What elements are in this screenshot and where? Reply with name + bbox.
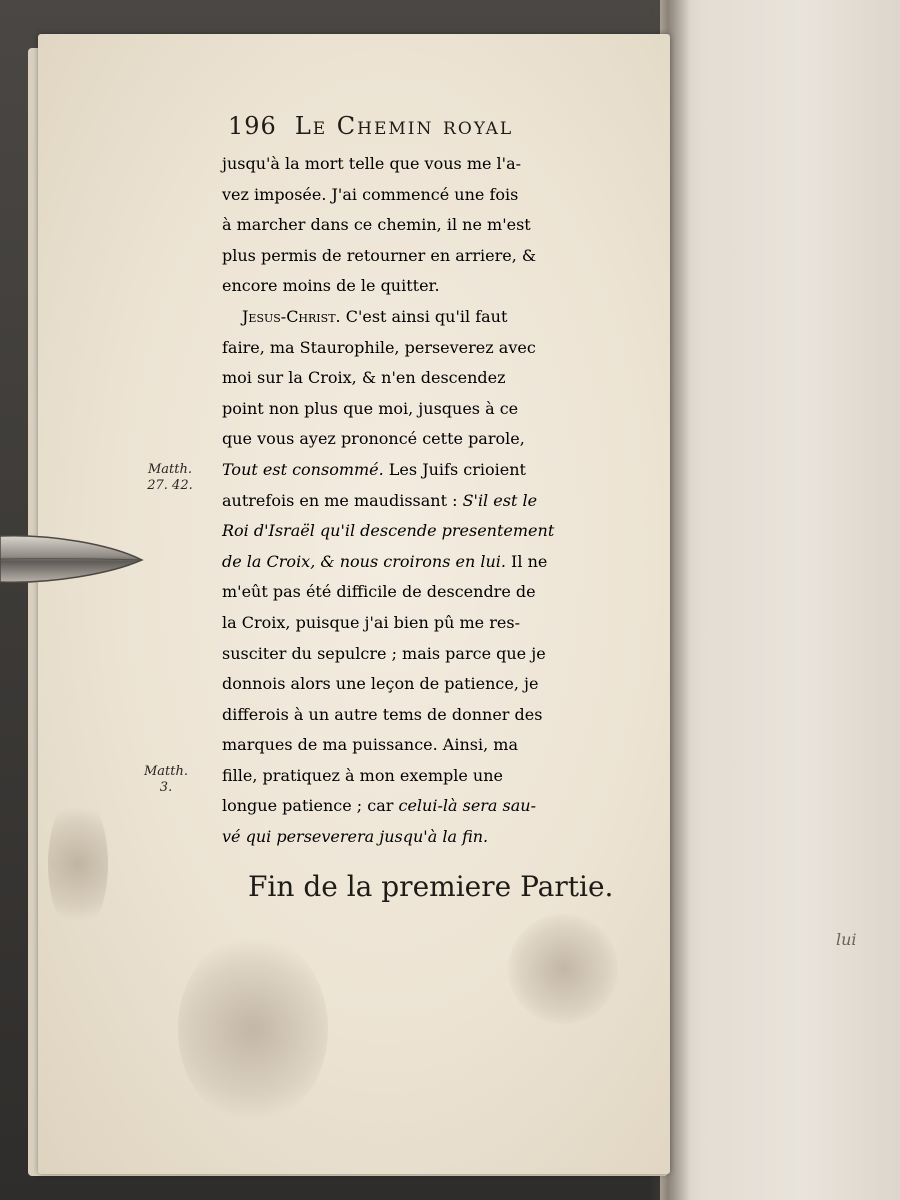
text-line: donnois alors une leçon de patience, je bbox=[222, 674, 539, 694]
margin-reference-verse: 3. bbox=[159, 780, 173, 795]
running-head bbox=[228, 112, 513, 140]
text-line: marques de ma puissance. Ainsi, ma bbox=[222, 735, 518, 755]
faint-bleed-text: lui bbox=[836, 930, 857, 949]
text-line bbox=[222, 491, 652, 522]
running-title: Le Chemin royal bbox=[294, 112, 514, 140]
text-line: differois à un autre tems de donner des bbox=[222, 704, 543, 724]
text-line: plus permis de retourner en arriere, & bbox=[222, 245, 537, 265]
italic-quote: Tout est consommé. bbox=[222, 459, 384, 479]
foxing-stain bbox=[178, 934, 328, 1124]
page-number: 196 bbox=[228, 112, 277, 140]
text-run: Il ne bbox=[505, 551, 548, 571]
section-closing: Fin de la premiere Partie. bbox=[248, 870, 614, 903]
foxing-stain bbox=[48, 794, 108, 934]
text-line: fille, pratiquez à mon exemple une bbox=[222, 765, 503, 785]
speaker-name: Jesus-Christ. bbox=[242, 306, 341, 326]
text-line bbox=[222, 307, 652, 338]
italic-quote: S'il est le bbox=[462, 490, 538, 510]
text-line bbox=[222, 552, 652, 583]
italic-quote: de la Croix, & nous croirons en lui. bbox=[222, 551, 506, 571]
italic-quote: celui-là sera sau- bbox=[398, 796, 537, 816]
text-line: m'eût pas été difficile de descendre de bbox=[222, 582, 536, 602]
text-line: encore moins de le quitter. bbox=[222, 276, 440, 296]
letter-opener-blade bbox=[0, 530, 145, 588]
foxing-stain bbox=[508, 914, 618, 1024]
text-line: à marcher dans ce chemin, il ne m'est bbox=[222, 215, 531, 235]
text-line bbox=[222, 460, 652, 491]
text-line: vé qui perseverera jusqu'à la fin. bbox=[222, 827, 489, 847]
page-text bbox=[222, 154, 652, 858]
margin-reference-book: Matth. bbox=[143, 764, 188, 779]
text-line bbox=[222, 796, 652, 827]
text-line: que vous ayez prononcé cette parole, bbox=[222, 429, 525, 449]
text-line: la Croix, puisque j'ai bien pû me res- bbox=[222, 612, 520, 632]
text-run: C'est ainsi qu'il faut bbox=[340, 306, 508, 326]
margin-reference bbox=[140, 462, 200, 494]
facing-page bbox=[660, 0, 900, 1200]
text-line: moi sur la Croix, & n'en descendez bbox=[222, 368, 506, 388]
text-line: susciter du sepulcre ; mais parce que je bbox=[222, 643, 546, 663]
text-line: point non plus que moi, jusques à ce bbox=[222, 398, 519, 418]
text-run: autrefois en me maudissant : bbox=[222, 490, 463, 510]
text-run: Les Juifs crioient bbox=[383, 459, 526, 479]
margin-reference-verse: 27. 42. bbox=[147, 478, 193, 493]
text-run: longue patience ; car bbox=[222, 796, 399, 816]
text-line: vez imposée. J'ai commencé une fois bbox=[222, 184, 519, 204]
margin-reference-book: Matth. bbox=[147, 462, 192, 477]
text-line: faire, ma Staurophile, perseverez avec bbox=[222, 337, 536, 357]
text-line: jusqu'à la mort telle que vous me l'a- bbox=[222, 154, 522, 173]
margin-reference bbox=[136, 764, 196, 796]
text-line: Roi d'Israël qu'il descende presentement bbox=[222, 521, 555, 541]
